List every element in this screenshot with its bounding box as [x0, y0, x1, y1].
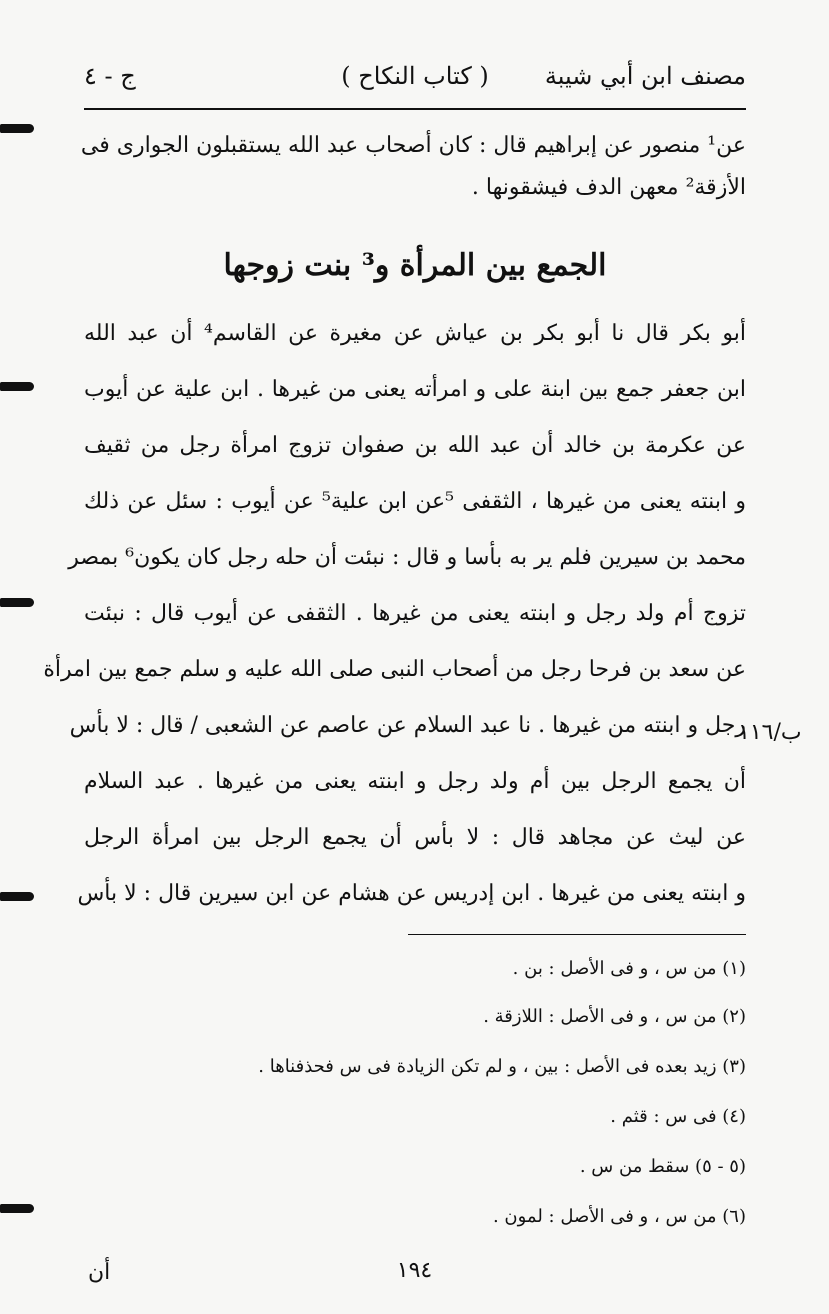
text-line: ابن جعفر جمع بين ابنة على و امرأته يعنى من غيرها . ابن علية عن أيوب: [84, 377, 746, 402]
text-line: تزوج أم ولد رجل و ابنته يعنى من غيرها . الثقفى عن أيوب قال : نبئت: [84, 601, 746, 626]
text-line: رجل و ابنته من غيرها . نا عبد السلام عن عاصم عن الشعبى / قال : لا بأس: [69, 713, 746, 738]
header-book-title: مصنف ابن أبي شيبة: [544, 62, 746, 90]
text-line: الأزقة² معهن الدف فيشقونها .: [471, 175, 746, 200]
header-chapter-title: ( كتاب النكاح ): [341, 62, 489, 90]
text-line: أن يجمع الرجل بين أم ولد رجل و ابنته يعنى من غيرها . عبد السلام: [84, 769, 746, 794]
text-line: و ابنته يعنى من غيرها ، الثقفى ⁵عن ابن علية⁵ عن أيوب : سئل عن ذلك: [84, 489, 746, 514]
binding-mark: [0, 124, 34, 133]
binding-mark: [0, 892, 34, 901]
binding-mark: [0, 598, 34, 607]
footnote: (٢) من س ، و فى الأصل : اللازقة .: [483, 1006, 746, 1027]
text-line: عن ليث عن مجاهد قال : لا بأس أن يجمع الرجل بين امرأة الرجل: [84, 825, 746, 850]
text-line: عن عكرمة بن خالد أن عبد الله بن صفوان تزوج امرأة رجل من ثقيف: [84, 433, 746, 458]
page-number: ١٩٤: [396, 1258, 433, 1283]
footnote: (٣) زيد بعده فى الأصل : بين ، و لم تكن الزيادة فى س فحذفناها .: [258, 1056, 746, 1077]
footnote: (٦) من س ، و فى الأصل : لمون .: [492, 1206, 746, 1227]
running-header: [84, 62, 746, 104]
footnote-rule: [408, 934, 746, 935]
text-line: أبو بكر قال نا أبو بكر بن عياش عن مغيرة عن القاسم⁴ أن عبد الله: [84, 321, 746, 346]
section-heading: الجمع بين المرأة و³ بنت زوجها: [223, 248, 607, 283]
binding-mark: [0, 382, 34, 391]
text-line: محمد بن سيرين فلم ير به بأسا و قال : نبئت أن حله رجل كان يكون⁶ بمصر: [68, 545, 746, 570]
intro-paragraph: [80, 126, 746, 226]
text-line: و ابنته يعنى من غيرها . ابن إدريس عن هشام عن ابن سيرين قال : لا بأس: [77, 881, 746, 906]
main-paragraph: [43, 314, 746, 914]
binding-mark: [0, 1204, 34, 1213]
footnote: (٥ - ٥) سقط من س .: [579, 1156, 746, 1177]
catchword: أن: [88, 1260, 111, 1285]
footnote: (١) من س ، و فى الأصل : بن .: [512, 958, 746, 979]
text-line: عن سعد بن فرحا رجل من أصحاب النبى صلى الله عليه و سلم جمع بين امرأة: [43, 657, 746, 682]
header-volume: ج - ٤: [84, 62, 136, 90]
margin-folio-note: ب/١١٦: [738, 720, 802, 745]
text-line: عن¹ منصور عن إبراهيم قال : كان أصحاب عبد الله يستقبلون الجوارى فى: [80, 133, 746, 158]
header-rule: [84, 108, 746, 110]
footnote: (٤) فى س : قثم .: [610, 1106, 746, 1127]
